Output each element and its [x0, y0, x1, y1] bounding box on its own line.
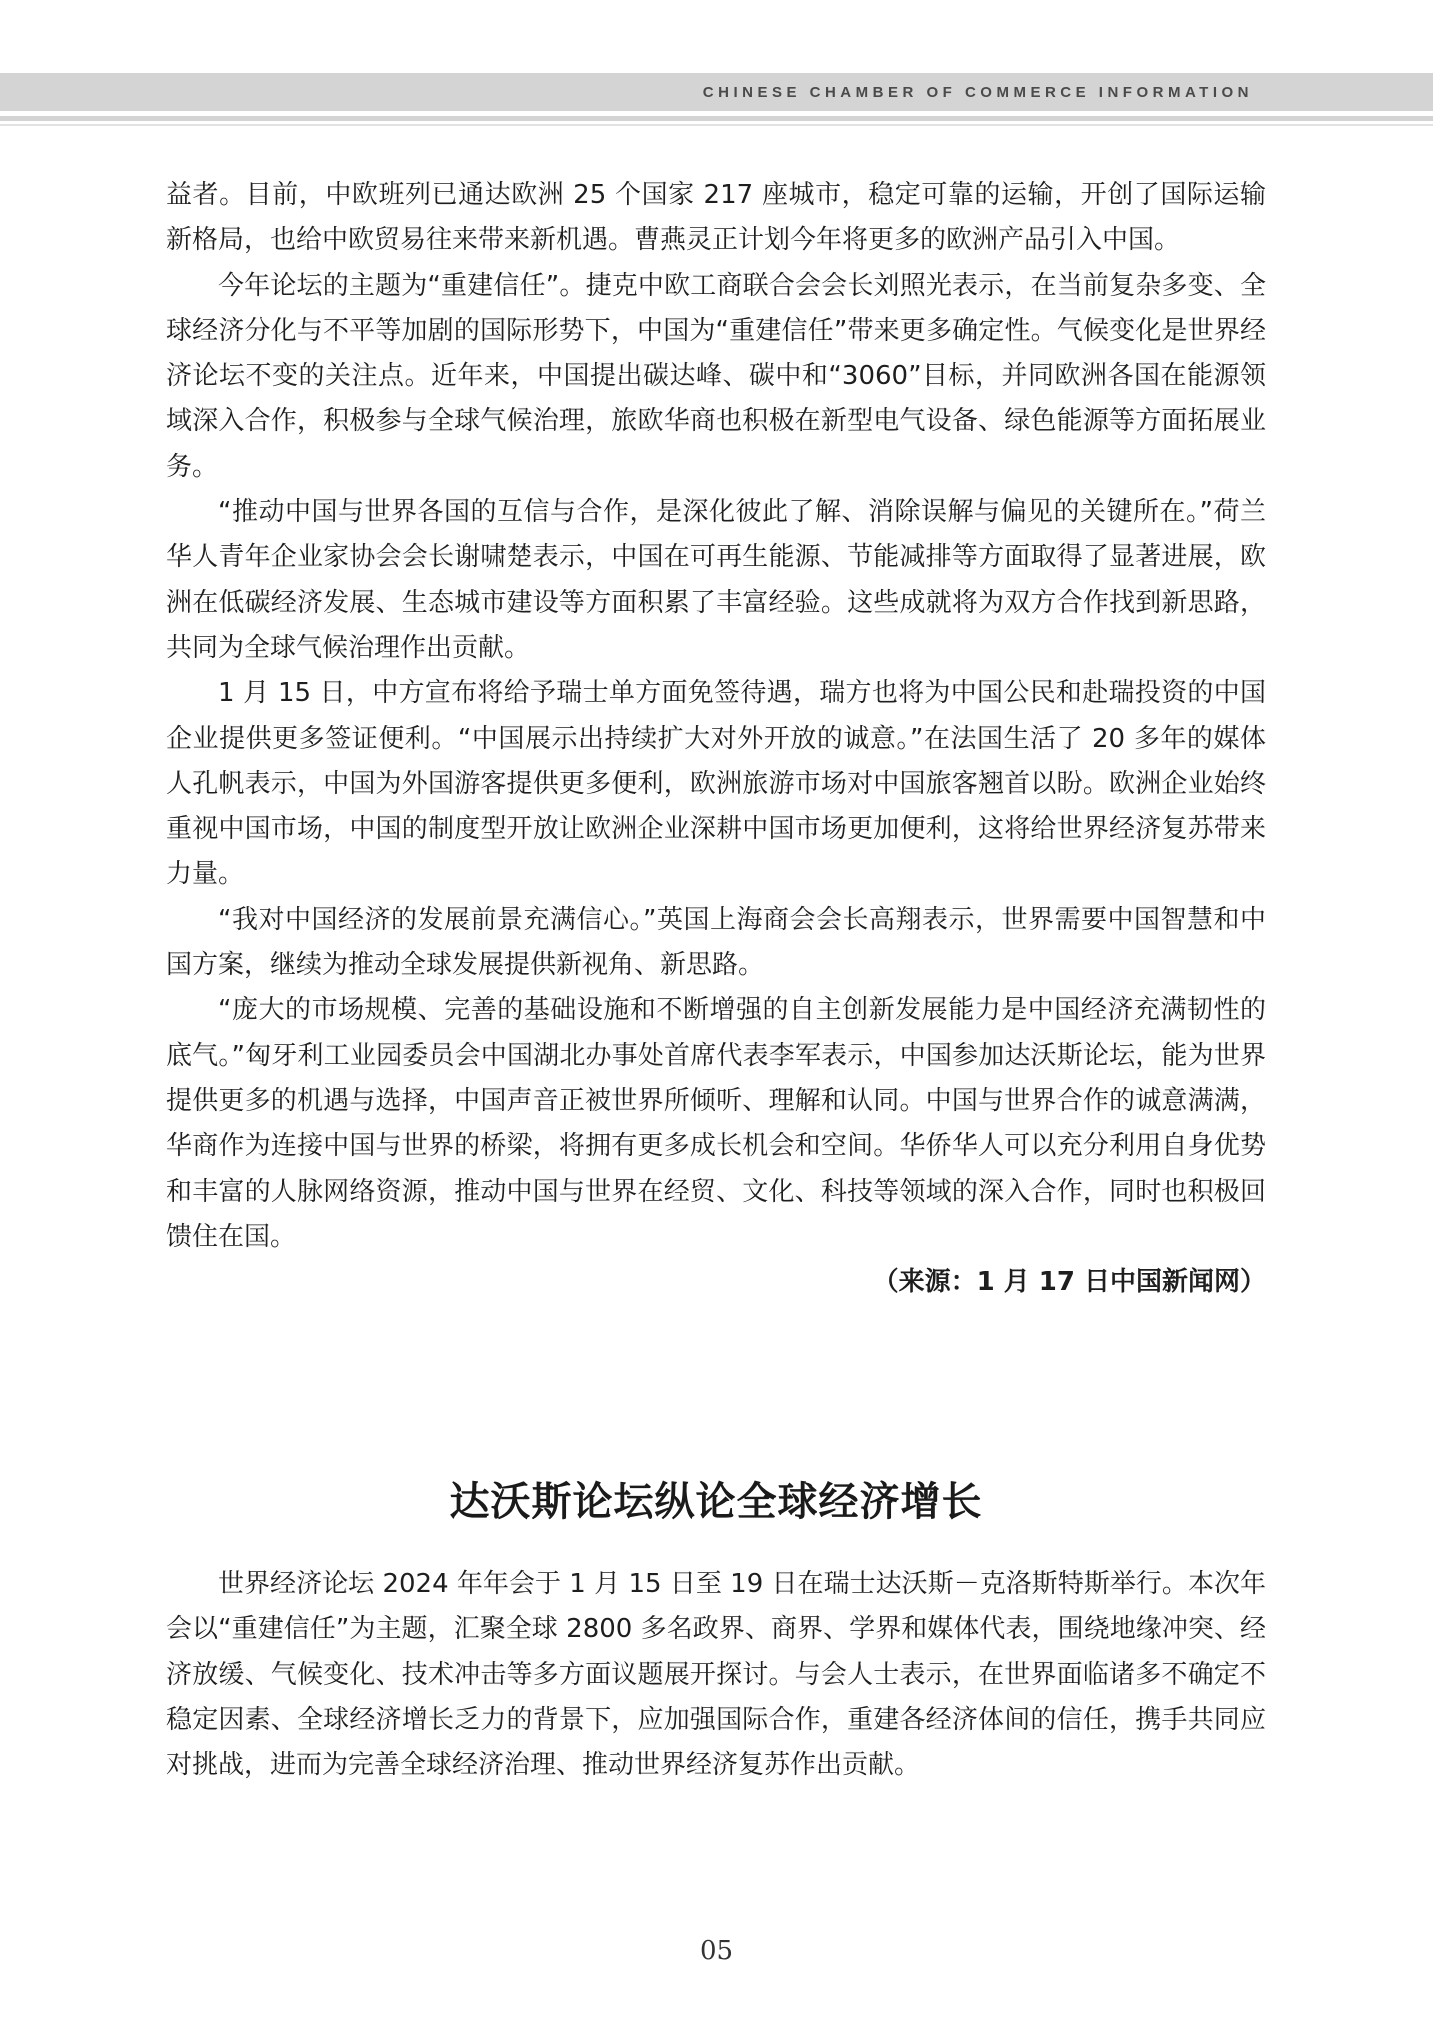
article-paragraph: “我对中国经济的发展前景充满信心。”英国上海商会会长高翔表示，世界需要中国智慧和中国方案，继续为推动全球发展提供新视角、新思路。	[166, 904, 1266, 981]
page-number: 05	[699, 1936, 734, 1966]
section-title: 达沃斯论坛纵论全球经济增长	[449, 1479, 983, 1525]
header-divider-thin	[0, 124, 1433, 126]
article-paragraph: “推动中国与世界各国的互信与合作，是深化彼此了解、消除误解与偏见的关键所在。”荷兰华人青年企业家协会会长谢啸楚表示，中国在可再生能源、节能减排等方面取得了显著进展，欧洲在低碳经济发展、生态城市建设等方面积累了丰富经验。这些成就将为双方合作找到新思路，共同为全球气候治理作出贡献。	[166, 497, 1266, 663]
article-paragraph: 益者。目前，中欧班列已通达欧洲 25 个国家 217 座城市，稳定可靠的运输，开创了国际运输新格局，也给中欧贸易往来带来新机遇。曹燕灵正计划今年将更多的欧洲产品引入中国。	[166, 180, 1266, 256]
section-body	[166, 1562, 1266, 1788]
article-paragraph: 1 月 15 日，中方宣布将给予瑞士单方面免签待遇，瑞方也将为中国公民和赴瑞投资的中国企业提供更多签证便利。“中国展示出持续扩大对外开放的诚意。”在法国生活了 20 多年的媒体人孔帆表示，中国为外国游客提供更多便利，欧洲旅游市场对中国旅客翘首以盼。欧洲企业始终重视中国市场，中国的制度型开放让欧洲企业深耕中国市场更加便利，这将给世界经济复苏带来力量。	[166, 678, 1266, 890]
article-paragraph-text: “庞大的市场规模、完善的基础设施和不断增强的自主创新发展能力是中国经济充满韧性的底气。”匈牙利工业园委员会中国湖北办事处首席代表李军表示，中国参加达沃斯论坛，能为世界提供更多的机遇与选择，中国声音正被世界所倾听、理解和认同。中国与世界合作的诚意满满，华商作为连接中国与世界的桥梁，将拥有更多成长机会和空间。华侨华人可以充分利用自身优势和丰富的人脉网络资源，推动中国与世界在经贸、文化、科技等领域的深入合作，同时也积极回馈住在国。	[166, 995, 1266, 1252]
article-paragraph	[166, 988, 1266, 1305]
article-paragraph: 今年论坛的主题为“重建信任”。捷克中欧工商联合会会长刘照光表示，在当前复杂多变、全球经济分化与不平等加剧的国际形势下，中国为“重建信任”带来更多确定性。气候变化是世界经济论坛不变的关注点。近年来，中国提出碳达峰、碳中和“3060”目标，并同欧洲各国在能源领域深入合作，积极参与全球气候治理，旅欧华商也积极在新型电气设备、绿色能源等方面拓展业务。	[166, 270, 1266, 482]
header-divider	[0, 116, 1433, 121]
article-body	[166, 173, 1266, 1305]
source-attribution: （来源：1 月 17 日中国新闻网）	[872, 1267, 1266, 1298]
section-paragraph: 世界经济论坛 2024 年年会于 1 月 15 日至 19 日在瑞士达沃斯－克洛斯特斯举行。本次年会以“重建信任”为主题，汇聚全球 2800 多名政界、商界、学界和媒体代表，围绕地缘冲突、经济放缓、气候变化、技术冲击等多方面议题展开探讨。与会人士表示，在世界面临诸多不确定不稳定因素、全球经济增长乏力的背景下，应加强国际合作，重建各经济体间的信任，携手共同应对挑战，进而为完善全球经济治理、推动世界经济复苏作出贡献。	[166, 1569, 1266, 1781]
publication-header: CHINESE CHAMBER OF COMMERCE INFORMATION	[702, 84, 1253, 101]
